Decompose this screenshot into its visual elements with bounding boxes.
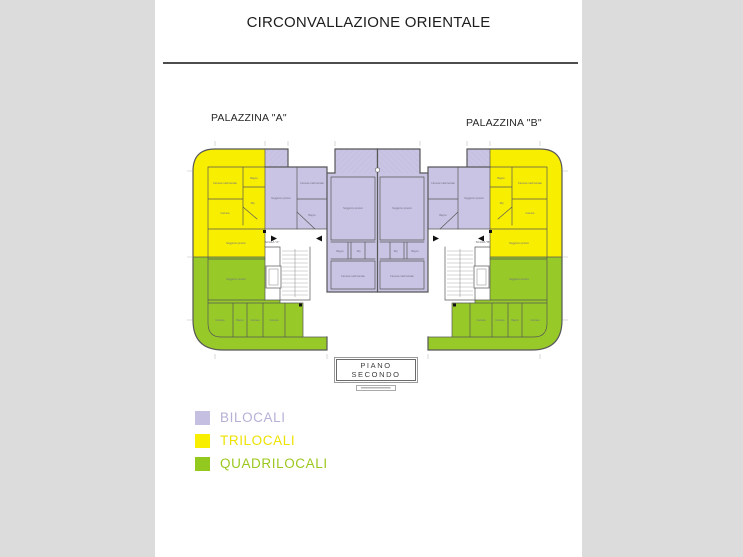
room-label: Rip. xyxy=(499,202,505,205)
floor-label: PIANO SECONDO xyxy=(336,359,416,381)
legend-swatch xyxy=(195,434,210,448)
room-label: Camera matrimoniale xyxy=(341,275,365,278)
room-label: Soggiorno pranzo xyxy=(226,242,246,245)
room-label: Soggiorno pranzo xyxy=(343,207,363,210)
palazzina-b-label: PALAZZINA "B" xyxy=(466,117,542,129)
legend-swatch xyxy=(195,411,210,425)
room-label: Bagno xyxy=(336,250,344,253)
title-divider xyxy=(163,62,578,64)
wing-b-plan xyxy=(378,141,569,359)
room-label: Camera matrimoniale xyxy=(390,275,414,278)
room-label: Bagno xyxy=(250,177,258,180)
stair-label: SCALA "B" xyxy=(475,240,491,244)
sheet xyxy=(155,0,582,557)
room-label: Camera xyxy=(269,319,279,322)
room-label: Camera xyxy=(525,212,535,215)
stair-label: SCALA "A" xyxy=(264,240,280,244)
room-label: Soggiorno pranzo xyxy=(226,278,246,281)
room-label: Bagno xyxy=(497,177,505,180)
scale-strip xyxy=(356,385,396,391)
legend-item xyxy=(195,429,328,452)
room-label: Bagno xyxy=(308,214,316,217)
palazzina-a-label: PALAZZINA "A" xyxy=(211,112,287,124)
room-label: Soggiorno pranzo xyxy=(464,197,484,200)
room-label: Soggiorno pranzo xyxy=(392,207,412,210)
legend-swatch xyxy=(195,457,210,471)
room-label: Soggiorno pranzo xyxy=(509,278,529,281)
wing-a-plan xyxy=(187,141,378,359)
room-label: Rip. xyxy=(250,202,256,205)
room-label: Bagno xyxy=(411,250,419,253)
room-label: Camera matrimoniale xyxy=(300,182,324,185)
room-label: Soggiorno pranzo xyxy=(509,242,529,245)
legend-item xyxy=(195,452,328,475)
room-label: Camera matrimoniale xyxy=(213,182,237,185)
plan-caption xyxy=(336,359,416,391)
room-label: Rip. xyxy=(393,250,399,253)
legend-label: TRILOCALI xyxy=(220,433,296,448)
room-label: Camera xyxy=(220,212,230,215)
legend-label: BILOCALI xyxy=(220,410,286,425)
page-title: CIRCONVALLAZIONE ORIENTALE xyxy=(246,14,491,31)
legend-item xyxy=(195,406,328,429)
room-label: Soggiorno pranzo xyxy=(271,197,291,200)
legend-label: QUADRILOCALI xyxy=(220,456,328,471)
center-entry-circle xyxy=(375,168,379,172)
room-label: Camera xyxy=(476,319,486,322)
room-label: Camera matrimoniale xyxy=(431,182,455,185)
room-label: Rip. xyxy=(356,250,362,253)
floor-plan xyxy=(185,137,570,362)
legend xyxy=(195,406,328,475)
room-label: Camera xyxy=(495,319,505,322)
room-label: Bagno xyxy=(511,319,519,322)
room-label: Camera xyxy=(250,319,260,322)
room-label: Bagno xyxy=(439,214,447,217)
room-label: Camera xyxy=(530,319,540,322)
room-label: Camera matrimoniale xyxy=(518,182,542,185)
floor-plan-svg xyxy=(185,137,570,362)
room-label: Camera xyxy=(215,319,225,322)
room-label: Bagno xyxy=(236,319,244,322)
